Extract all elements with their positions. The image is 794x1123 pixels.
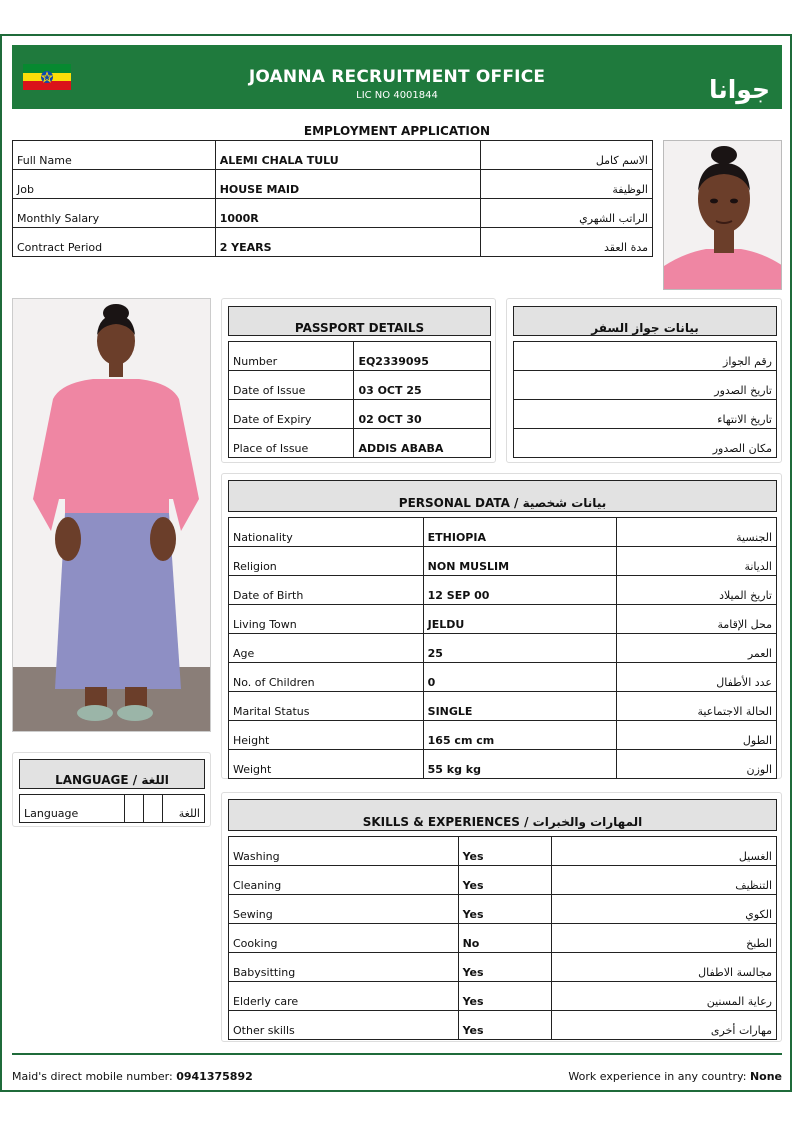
field-label: Height: [229, 721, 424, 750]
field-value: HOUSE MAID: [215, 170, 481, 199]
table-row: [229, 547, 777, 576]
full-body-photo: [12, 298, 211, 732]
table-row: [229, 576, 777, 605]
table-row: [514, 429, 777, 458]
table-row: [514, 400, 777, 429]
field-label-arabic: مدة العقد: [481, 228, 653, 257]
field-label: Date of Birth: [229, 576, 424, 605]
table-row: [229, 429, 491, 458]
field-value: Yes: [458, 982, 552, 1011]
field-label-arabic: تاريخ الميلاد: [617, 576, 777, 605]
field-label-arabic: تاريخ الصدور: [514, 371, 777, 400]
portrait-photo: [663, 140, 782, 290]
language-value-1: [125, 795, 144, 823]
field-label-arabic: الديانة: [617, 547, 777, 576]
passport-arabic-header: بيانات جواز السفر: [513, 306, 777, 336]
table-row: [13, 199, 653, 228]
language-value-2: [144, 795, 163, 823]
table-row: [13, 141, 653, 170]
field-label-arabic: محل الإقامة: [617, 605, 777, 634]
mobile-value: 0941375892: [176, 1070, 253, 1083]
field-label-arabic: مجالسة الاطفال: [552, 953, 777, 982]
table-row: [229, 1011, 777, 1040]
field-label-arabic: رقم الجواز: [514, 342, 777, 371]
passport-panel: [221, 298, 496, 463]
language-header: LANGUAGE / اللغة: [19, 759, 205, 789]
mobile-label: Maid's direct mobile number:: [12, 1070, 173, 1083]
field-label: Weight: [229, 750, 424, 779]
field-value: 165 cm cm: [423, 721, 617, 750]
table-row: [13, 170, 653, 199]
application-table: [12, 140, 653, 257]
footer-divider: [12, 1053, 782, 1055]
office-title: JOANNA RECRUITMENT OFFICE: [248, 67, 546, 87]
field-value: ADDIS ABABA: [354, 429, 491, 458]
field-value: 12 SEP 00: [423, 576, 617, 605]
field-label: Elderly care: [229, 982, 459, 1011]
field-value: 55 kg kg: [423, 750, 617, 779]
table-row: [229, 663, 777, 692]
table-row: [229, 982, 777, 1011]
table-row: [229, 371, 491, 400]
field-label-arabic: الاسم كامل: [481, 141, 653, 170]
arabic-brand: جوانا: [708, 75, 770, 104]
field-value: 1000R: [215, 199, 481, 228]
field-value: No: [458, 924, 552, 953]
field-value: 2 YEARS: [215, 228, 481, 257]
field-label-arabic: الطبخ: [552, 924, 777, 953]
field-label-arabic: الوزن: [617, 750, 777, 779]
table-row: [20, 795, 205, 823]
table-row: [229, 837, 777, 866]
field-value: Yes: [458, 895, 552, 924]
field-label: Job: [13, 170, 216, 199]
table-row: [514, 342, 777, 371]
field-value: NON MUSLIM: [423, 547, 617, 576]
field-value: Yes: [458, 1011, 552, 1040]
skills-header: SKILLS & EXPERIENCES / المهارات والخبرات: [228, 799, 777, 831]
field-label: Marital Status: [229, 692, 424, 721]
table-row: [229, 895, 777, 924]
field-label: No. of Children: [229, 663, 424, 692]
field-label: Religion: [229, 547, 424, 576]
full-body-photo-illustration: [13, 299, 211, 732]
passport-header: PASSPORT DETAILS: [228, 306, 491, 336]
field-value: ALEMI CHALA TULU: [215, 141, 481, 170]
language-panel: [12, 752, 211, 827]
field-label-arabic: تاريخ الانتهاء: [514, 400, 777, 429]
field-label: Age: [229, 634, 424, 663]
table-row: [229, 953, 777, 982]
field-label-arabic: التنظيف: [552, 866, 777, 895]
field-label: Contract Period: [13, 228, 216, 257]
table-row: [229, 605, 777, 634]
field-value: Yes: [458, 866, 552, 895]
field-value: 25: [423, 634, 617, 663]
table-row: [229, 924, 777, 953]
field-label-arabic: عدد الأطفال: [617, 663, 777, 692]
field-label: Date of Issue: [229, 371, 354, 400]
header-bar: [12, 45, 782, 109]
field-value: EQ2339095: [354, 342, 491, 371]
field-label-arabic: الغسيل: [552, 837, 777, 866]
field-label: Washing: [229, 837, 459, 866]
field-label: Cleaning: [229, 866, 459, 895]
field-value: 02 OCT 30: [354, 400, 491, 429]
field-label: Place of Issue: [229, 429, 354, 458]
table-row: [229, 634, 777, 663]
field-label-arabic: مكان الصدور: [514, 429, 777, 458]
table-row: [229, 750, 777, 779]
table-row: [514, 371, 777, 400]
mobile-number: [12, 1070, 253, 1083]
table-row: [229, 692, 777, 721]
field-value: 0: [423, 663, 617, 692]
field-label: Nationality: [229, 518, 424, 547]
field-label-arabic: مهارات أخرى: [552, 1011, 777, 1040]
field-label-arabic: الكوي: [552, 895, 777, 924]
field-label-arabic: رعاية المسنين: [552, 982, 777, 1011]
table-row: [229, 400, 491, 429]
passport-arabic-table: [513, 341, 777, 458]
field-value: ETHIOPIA: [423, 518, 617, 547]
table-row: [229, 721, 777, 750]
personal-data-header: PERSONAL DATA / بيانات شخصية: [228, 480, 777, 512]
experience-label: Work experience in any country:: [568, 1070, 747, 1083]
experience-value: None: [749, 1070, 782, 1083]
field-value: Yes: [458, 837, 552, 866]
application-title: EMPLOYMENT APPLICATION: [303, 124, 491, 138]
field-value: Yes: [458, 953, 552, 982]
field-value: JELDU: [423, 605, 617, 634]
field-value: SINGLE: [423, 692, 617, 721]
skills-table: [228, 836, 777, 1040]
passport-arabic-panel: [506, 298, 782, 463]
table-row: [229, 518, 777, 547]
field-label: Other skills: [229, 1011, 459, 1040]
field-label-arabic: العمر: [617, 634, 777, 663]
table-row: [229, 866, 777, 895]
language-table: [19, 794, 205, 823]
field-label: Monthly Salary: [13, 199, 216, 228]
field-value: 03 OCT 25: [354, 371, 491, 400]
personal-data-table: [228, 517, 777, 779]
field-label: Number: [229, 342, 354, 371]
field-label-arabic: الحالة الاجتماعية: [617, 692, 777, 721]
field-label: Sewing: [229, 895, 459, 924]
field-label: Living Town: [229, 605, 424, 634]
passport-table: [228, 341, 491, 458]
personal-data-panel: [221, 473, 782, 779]
portrait-photo-illustration: [664, 141, 782, 290]
field-label-arabic: الوظيفة: [481, 170, 653, 199]
table-row: [229, 342, 491, 371]
table-row: [13, 228, 653, 257]
field-label: Date of Expiry: [229, 400, 354, 429]
field-label-arabic: اللغة: [163, 795, 205, 823]
field-label-arabic: الطول: [617, 721, 777, 750]
field-label: Full Name: [13, 141, 216, 170]
field-label-arabic: الجنسية: [617, 518, 777, 547]
field-label-arabic: الراتب الشهري: [481, 199, 653, 228]
field-label: Language: [20, 795, 125, 823]
skills-panel: [221, 792, 782, 1042]
field-label: Cooking: [229, 924, 459, 953]
license-number: LIC NO 4001844: [356, 90, 438, 101]
field-label: Babysitting: [229, 953, 459, 982]
work-experience: [568, 1070, 782, 1083]
